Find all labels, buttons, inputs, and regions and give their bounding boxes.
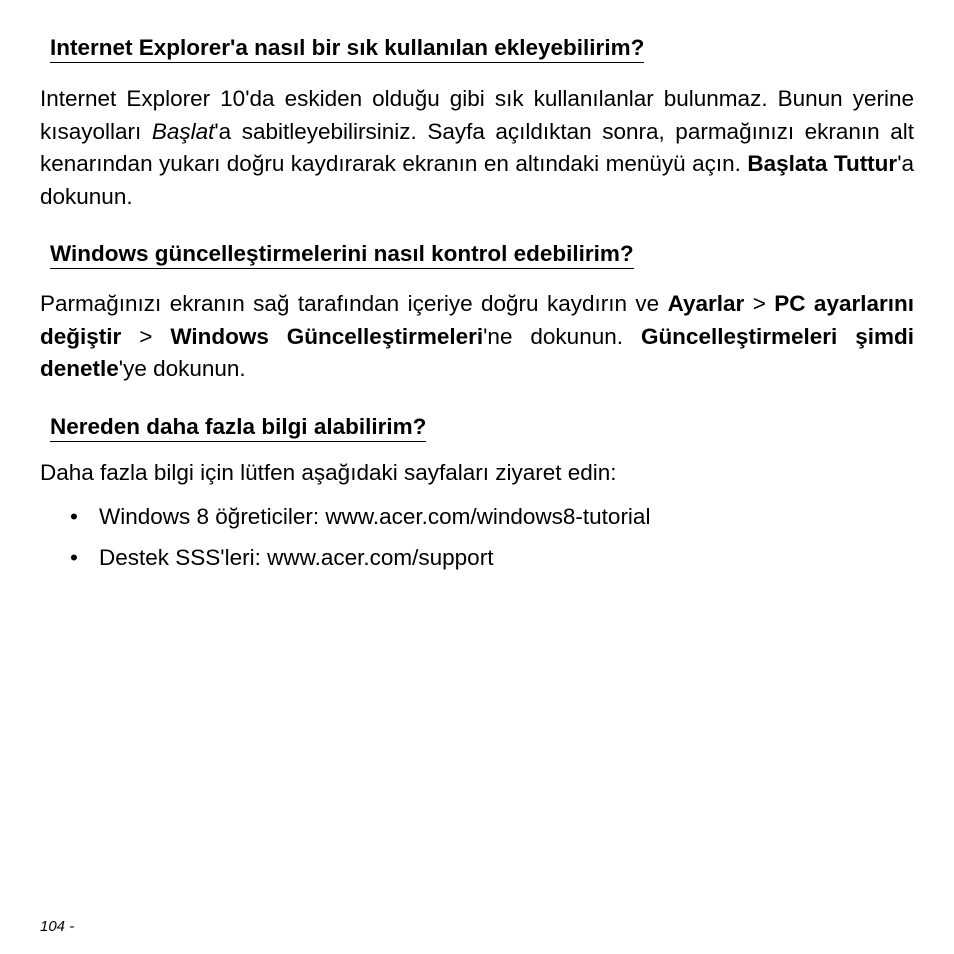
text-run: 'a sabitleyebilirsiniz. Sayfa açıldıktan sonra, parmağınızı ekranın alt kenarından yukarı doğru kaydırarak ekranın en altındaki menüyü açın. [40,118,914,176]
page-number: 104 - [40,918,75,935]
text-run: > [121,323,171,349]
bold-term-ayarlar: Ayarlar [667,291,745,316]
section-heading-windows-updates: Windows güncelleştirmelerini nasıl kontrol edebilirim? [50,241,634,269]
section-heading-favorites: Internet Explorer'a nasıl bir sık kullanılan ekleyebilirim? [50,35,644,63]
bold-term-baslata-tuttur: Başlata Tuttur [747,151,898,176]
paragraph-windows-updates [40,288,914,386]
text-run: Internet Explorer 10'da eskiden olduğu gibi sık kullanılanlar bulunmaz. Bunun yerine kısayolları [40,86,914,144]
text-run: 'a dokunun. [40,151,914,209]
list-item [40,542,650,574]
italic-term-baslat: Başlat [151,118,215,144]
text-run: > [744,291,775,316]
bullet-mark: • [70,504,78,529]
list-item [40,501,650,533]
bullet-mark: • [70,544,78,570]
list-item-text: Windows 8 öğreticiler: www.acer.com/windows8-tutorial [99,504,651,529]
info-links-list [40,501,650,582]
text-run: Parmağınızı ekranın sağ tarafından içeriye doğru kaydırın ve [40,291,668,316]
list-item-text: Destek SSS'leri: www.acer.com/support [99,544,494,570]
text-run: 'ye dokunun. [118,356,246,381]
paragraph-favorites [40,83,914,213]
bold-term-simdi-denetle: Güncelleştirmeleri şimdi denetle [40,323,914,381]
bold-term-pc-ayarlari: PC ayarlarını değiştir [40,291,914,349]
paragraph-more-info: Daha fazla bilgi için lütfen aşağıdaki sayfaları ziyaret edin: [40,460,617,485]
text-run: 'ne dokunun. [483,323,641,349]
bold-term-windows-guncellestirmeleri: Windows Güncelleştirmeleri [170,323,484,349]
section-heading-more-info: Nereden daha fazla bilgi alabilirim? [50,414,426,442]
